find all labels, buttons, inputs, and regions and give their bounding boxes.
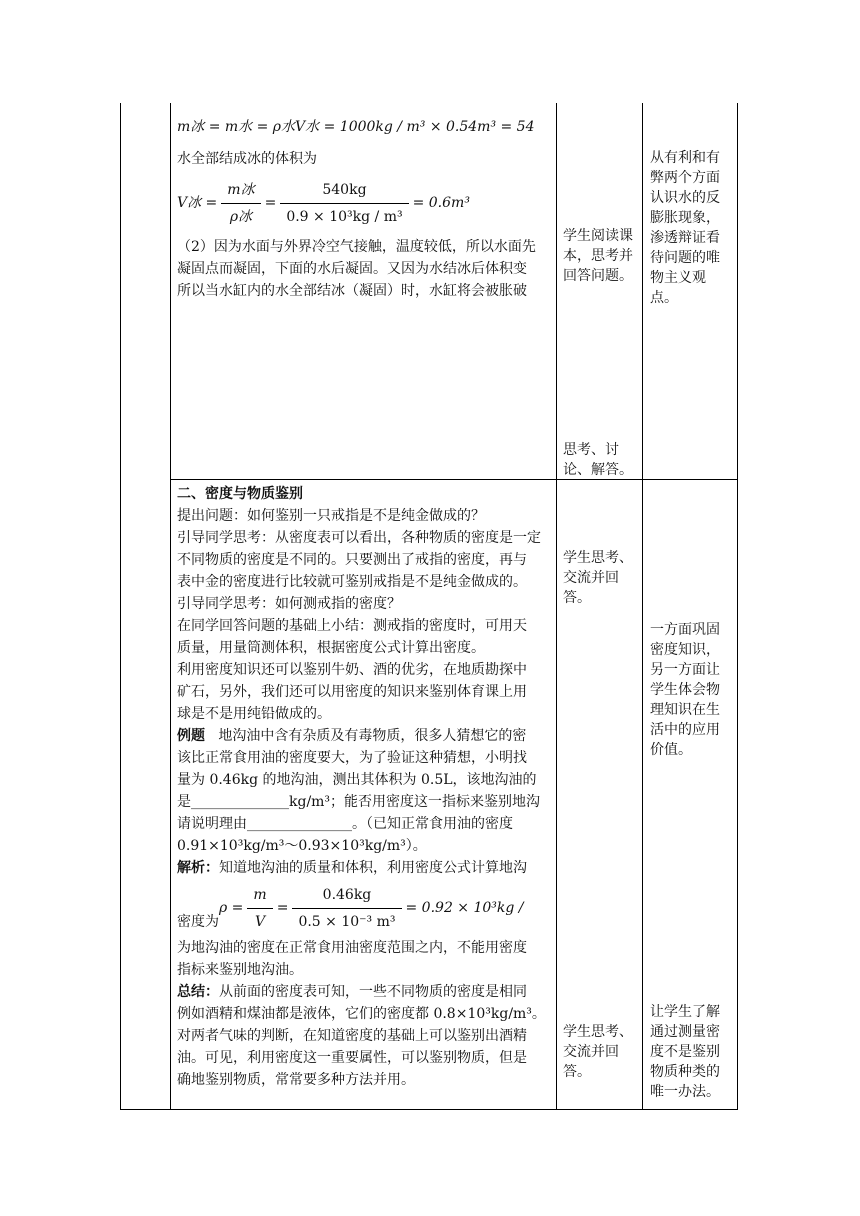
formula2-frac1-den: ρ冰 <box>229 208 253 225</box>
example-line-0 <box>177 725 556 747</box>
example-line-4: 请说明理由_______________。（已知正常食用油的密度 <box>177 816 513 832</box>
after-line-0: 为地沟油的密度在正常食用油密度范围之内，不能用密度 <box>177 940 527 956</box>
formula2-equals: = <box>264 195 277 211</box>
section2-line-0: 提出问题：如何鉴别一只戒指是不是纯金做成的？ <box>177 508 485 524</box>
formula3-frac2-num: 0.46kg <box>292 884 401 909</box>
section2-line-3: 表中金的密度进行比较就可鉴别戒指是不是纯金做成的。 <box>177 574 527 590</box>
summary-line-2: 对两者气味的判断，在知道密度的基础上可以鉴别出酒精 <box>177 1028 527 1044</box>
section2-line-5: 在同学回答问题的基础上小结：测戒指的密度时，可用天 <box>177 618 527 634</box>
section2-design-intent-1: 一方面巩固密度知识，另一方面让学生体会物理知识在生活中的应用价值。 <box>650 622 720 758</box>
section2-line-4: 引导同学思考：如何测戒指的密度？ <box>177 596 401 612</box>
density-formula-row <box>177 879 556 937</box>
density-formula <box>219 884 524 933</box>
summary-text-0: 从前面的密度表可知，一些不同物质的密度是相同 <box>219 984 527 1000</box>
row-divider <box>170 479 738 480</box>
example-label: 例题 <box>177 728 205 744</box>
summary-line-3: 油。可见，利用密度这一重要属性，可以鉴别物质，但是 <box>177 1050 527 1066</box>
analysis-label: 解析： <box>177 860 219 876</box>
section1-design-intent: 从有利和有弊两个方面认识水的反膨胀现象，渗透辩证看待问题的唯物主义观点。 <box>650 150 720 306</box>
section2-line-1: 引导同学思考：从密度表可以看出，各种物质的密度是一定 <box>177 530 541 546</box>
para2-line3: 所以当水缸内的水全部结冰（凝固）时，水缸将会被胀破 <box>177 283 527 299</box>
section1-student-activity-1: 学生阅读课本，思考并回答问题。 <box>563 228 633 284</box>
para2-line1: （2）因为水面与外界冷空气接触，温度较低，所以水面先 <box>177 239 536 255</box>
example-text-0: 地沟油中含有杂质及有毒物质，很多人猜想它的密 <box>218 728 527 744</box>
table-divider-1 <box>170 103 171 1110</box>
section2-student-activity-1: 学生思考、交流并回答。 <box>563 550 633 606</box>
formula3-frac1 <box>247 884 272 933</box>
para2-line2: 凝固点而凝固，下面的水后凝固。又因为水结冰后体积变 <box>177 261 527 277</box>
table-divider-2 <box>556 103 557 1110</box>
section1-student-activity-2: 思考、讨论、解答。 <box>563 442 633 478</box>
ice-mass-formula: m冰 = m水 = ρ水V水 = 1000kg / m³ × 0.54m³ = 54 <box>177 119 535 135</box>
summary-line-1: 例如酒精和煤油都是液体，它们的密度都 0.8×10³kg/m³。 <box>177 1006 546 1022</box>
summary-line-4: 确地鉴别物质，常常要多种方法并用。 <box>177 1072 415 1088</box>
formula2-frac2 <box>280 179 408 228</box>
section2-line-2: 不同物质的密度是不同的。只要测出了戒指的密度，再与 <box>177 552 527 568</box>
table-border-right <box>737 103 738 1110</box>
table-border-bottom <box>120 1109 738 1110</box>
section2-design-intent-2: 让学生了解通过测量密度不是鉴别物质种类的唯一办法。 <box>650 1004 720 1100</box>
example-line-1: 该比正常食用油的密度要大，为了验证这种猜想，小明找 <box>177 750 527 766</box>
summary-line-0 <box>177 981 556 1003</box>
section2-line-8: 矿石，另外，我们还可以用密度的知识来鉴别体育课上用 <box>177 684 527 700</box>
formula2-frac2-den: 0.9 × 10³kg / m³ <box>286 208 403 225</box>
section1-content <box>177 110 556 478</box>
ice-volume-intro: 水全部结成冰的体积为 <box>177 151 317 167</box>
formula3-frac2-den: 0.5 × 10⁻³ m³ <box>298 913 396 930</box>
formula2-frac1 <box>221 179 260 228</box>
ice-volume-formula <box>177 176 556 230</box>
formula2-frac2-num: 540kg <box>280 179 408 204</box>
example-line-2: 量为 0.46kg 的地沟油，测出其体积为 0.5L，该地沟油的 <box>177 772 537 788</box>
formula2-lhs: V冰 = <box>177 195 218 211</box>
section2-line-9: 球是不是用纯铅做成的。 <box>177 706 331 722</box>
analysis-line <box>177 857 556 879</box>
formula2-result: = 0.6m³ <box>412 195 470 211</box>
section2-line-6: 质量，用量筒测体积，根据密度公式计算出密度。 <box>177 640 485 656</box>
section2-line-7: 利用密度知识还可以鉴别牛奶、酒的优劣，在地质勘探中 <box>177 662 527 678</box>
formula3-frac1-num: m <box>247 884 272 909</box>
section2-student-activity-2: 学生思考、交流并回答。 <box>563 1024 633 1080</box>
section2-content <box>177 483 556 1107</box>
formula2-frac1-num: m冰 <box>221 179 260 204</box>
table-divider-3 <box>642 103 643 1110</box>
formula3-equals: = <box>276 900 289 916</box>
summary-label: 总结： <box>177 984 219 1000</box>
density-prefix: 密度为 <box>177 914 219 930</box>
formula3-lhs: ρ = <box>219 900 244 916</box>
analysis-text: 知道地沟油的质量和体积，利用密度公式计算地沟 <box>219 860 527 876</box>
after-line-1: 指标来鉴别地沟油。 <box>177 962 303 978</box>
formula3-frac1-den: V <box>255 913 266 930</box>
section2-heading: 二、密度与物质鉴别 <box>177 486 303 502</box>
example-line-5: 0.91×10³kg/m³～0.93×10³kg/m³）。 <box>177 838 427 854</box>
example-line-3: 是______________kg/m³；能否用密度这一指标来鉴别地沟 <box>177 794 541 810</box>
formula3-frac2 <box>292 884 401 933</box>
table-border-left <box>120 103 121 1110</box>
formula3-result: = 0.92 × 10³kg / <box>405 900 524 916</box>
